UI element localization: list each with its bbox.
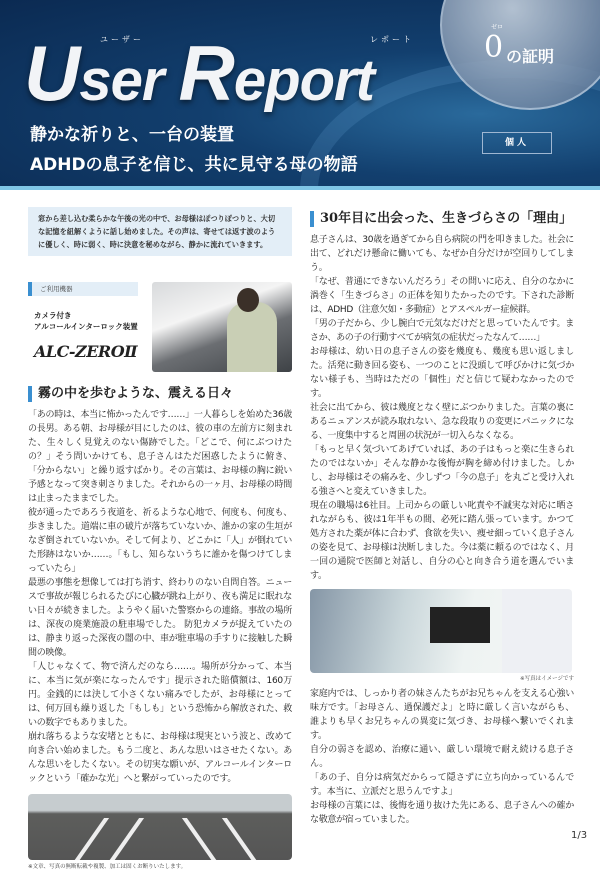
paragraph: 現在の職場は6社目。上司からの厳しい叱責や不誠実な対応に晒されながらも、彼は1年半もの間、必死に踏ん張っています。かつて処方された薬が体に合わず、食欲を失い、痩せ細っていく息子さんの姿を見て、お母様は決断しました。今は薬に頼るのではなく、月一回の通院で医師と対話し、自分の心と向き合う道を選んでいます。 <box>310 501 574 581</box>
series-zero: 0 <box>484 30 504 65</box>
logo-ruby-report: レポート <box>370 35 414 44</box>
copyright-note: ※文章、写真の無断転載や複製、加工は固くお断りいたします。 <box>28 864 187 870</box>
left-column <box>28 386 292 871</box>
paragraph: お母様の言葉には、後悔を通り抜けた先にある、息子さんへの確かな敬意が宿っていました。 <box>310 801 574 825</box>
section2-heading: 30年目に出会った、生きづらさの「理由」 <box>310 211 574 227</box>
doctor-consultation-photo <box>310 589 572 673</box>
category-badge: 個人 <box>482 132 552 154</box>
product-name <box>34 310 138 332</box>
paragraph: 「もっと早く気づいてあげていれば、あの子はもっと楽に生きられたのではないか」そんな静かな後悔が胸を締め付けました。しかし、お母様はその痛みを、少しずつ「今の息子」を丸ごと受け入れる強さへと変えていきました。 <box>310 445 574 497</box>
alc-zero-logo: ALC-ZEROⅡ <box>34 342 138 361</box>
paragraph: 「あの時は、本当に怖かったんです……」一人暮らしを始めた36歳の長男。ある朝、お母様が目にしたのは、彼の車の左前方に刻まれた、生々しく見覚えのない傷跡でした。「どこで、何にぶつけたの？」そう問いかけても、息子さんはただ困惑したように俯き、「分からない」と繰り返すばかり。その言葉は、お母様の胸に鋭い予感となって突き刺さりました。それからの一ヶ月、お母様の時間は止まったままでした。 <box>28 410 292 504</box>
paragraph: 社会に出てから、彼は幾度となく壁にぶつかりました。言葉の裏にあるニュアンスが読み取れない、急な段取りの変更にパニックになる、一度集中すると周囲の状況が一切入らなくなる。 <box>310 403 574 441</box>
parking-lot-photo <box>28 794 292 860</box>
article-subtitle: ADHDの息子を信じ、共に見守る母の物語 <box>30 155 358 175</box>
intro-box: 窓から差し込む柔らかな午後の光の中で、お母様はぽつりぽつりと、大切な記憶を紐解くように話し始めました。その声は、寄せては返す波のように優しく、時に弱く、時に決意を秘めながら、静かに流れていきます。 <box>28 207 292 256</box>
logo-ruby-user: ユーザー <box>100 35 144 44</box>
user-report-logo: User Report <box>24 29 374 117</box>
paragraph: 崩れ落ちるような安堵とともに、お母様は現実という波と、改めて向き合い始めました。もう二度と、あんな思いはさせたくない。あんな思いをしたくない。その切実な願いが、アルコールインターロックという「確かな光」へと繋がっていったのです。 <box>28 732 292 784</box>
right-column <box>310 211 574 827</box>
paragraph: 「あの子、自分は病気だからって隠さずに立ち向かっているんです。本当に、立派だと思うんですよ」 <box>310 773 574 797</box>
paragraph: 自分の弱さを認め、治療に通い、厳しい環境で耐え続ける息子さん。 <box>310 745 574 769</box>
series-ruby: ゼロ <box>491 24 504 31</box>
section1-body <box>28 408 292 786</box>
paragraph: 家庭内では、しっかり者の妹さんたちがお兄ちゃんを支える心強い味方です。「お母さん、過保護だよ」と時に厳しく言いながらも、誰よりも早くお兄ちゃんの異変に気づき、お母様へ繋いでくれます。 <box>310 689 574 741</box>
series-title: の証明 <box>506 47 555 66</box>
section2-body <box>310 233 574 583</box>
product-name-line: カメラ付き <box>34 311 72 320</box>
paragraph: 「人じゃなくて、物で済んだのなら……。場所が分かって、本当に、本当に気が楽になったんです」提示された賠償額は、160万円。金銭的には決して小さくない痛みでしたが、お母様にとっては、何万回も繰り返した「もしも」という恐怖から解放された、救いの数字でもありました。 <box>28 662 292 728</box>
section2-body-continued <box>310 687 574 827</box>
paragraph: 息子さんは、30歳を過ぎてから自ら病院の門を叩きました。社会に出て、どれだけ懸命に働いても、なぜか自分だけが空回りしてしまう。 <box>310 235 574 273</box>
truck-driver-photo <box>152 282 292 372</box>
section1-heading: 霧の中を歩むような、震える日々 <box>28 386 292 402</box>
header-banner <box>0 0 600 190</box>
photo-caption: ※写真はイメージです <box>520 676 574 682</box>
page-number: 1/3 <box>571 830 588 841</box>
product-name-line: アルコールインターロック装置 <box>34 322 138 331</box>
paragraph: 「男の子だから、少し腕白で元気なだけだと思っていたんです。まさか、あの子の行動すべてが病気の症状だったなんて……」 <box>310 319 574 343</box>
paragraph: お母様は、幼い日の息子さんの姿を幾度も、幾度も思い返しました。活発に動き回る姿も、一つのことに没頭して呼びかけに気づかない様子も、当時はただの「個性」だと信じて疑わなかったのです。 <box>310 347 574 399</box>
product-label: ご利用機器 <box>28 282 138 296</box>
paragraph: 「なぜ、普通にできないんだろう」その問いに応え、自分のなかに渦巻く「生きづらさ」の正体を知りたかったのです。下された診断は、ADHD（注意欠如・多動症）とアスペルガー症候群。 <box>310 277 574 315</box>
article-title: 静かな祈りと、一台の装置 <box>30 125 234 145</box>
paragraph: 彼が通ったであろう夜道を、祈るような心地で、何度も、何度も、歩きました。道端に車の破片が落ちていないか、誰かの家の生垣がなぎ倒されていないか。そして何より、どこかに「人」が倒れていた形跡はないか……。「もし、知らないうちに誰かを傷つけてしまっていたら」 <box>28 508 292 574</box>
paragraph: 最悪の事態を想像しては打ち消す、終わりのない自問自答。ニュースで事故が報じられるたびに心臓が跳ね上がり、夜も満足に眠れない日々が続きました。ようやく届いた警察からの連絡。事故の場所は、深夜の廃業施設の駐車場でした。 防犯カメラが捉えていたのは、静まり返った深夜の闇の中、車が駐車場の手すりに接触した瞬間の映像。 <box>28 578 292 658</box>
